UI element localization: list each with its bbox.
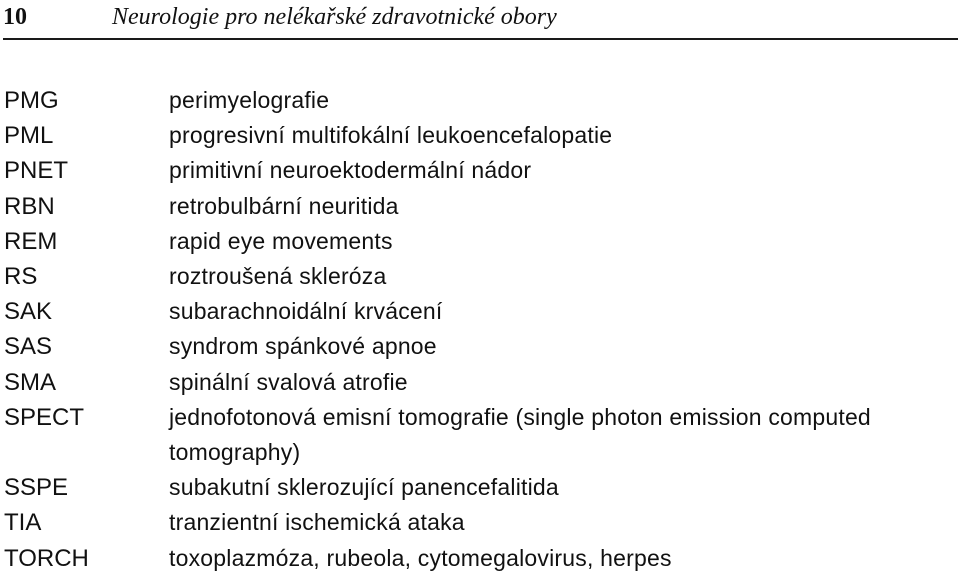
definition: subakutní sklerozující panencefalitida [169, 474, 559, 501]
abbreviation: SMA [4, 368, 57, 396]
definition: perimyelografie [169, 87, 330, 113]
definition: retrobulbární neuritida [169, 192, 399, 219]
list-item [4, 294, 954, 329]
page-number: 10 [3, 4, 27, 30]
definition: syndrom spánkové apnoe [169, 333, 437, 360]
definition: spinální svalová atrofie [169, 368, 408, 395]
definition: subarachnoidální krvácení [169, 298, 443, 325]
list-item [4, 541, 954, 576]
abbreviation: PML [4, 122, 54, 150]
definition: rapid eye movements [169, 227, 393, 254]
abbreviation: PMG [4, 87, 59, 114]
list-item [4, 505, 954, 540]
abbreviation: SPECT [4, 403, 85, 431]
abbreviation: REM [4, 227, 58, 255]
list-item [4, 400, 954, 470]
abbreviation-list [4, 83, 954, 576]
list-item [4, 83, 954, 118]
abbreviation: RS [4, 263, 38, 291]
list-item [4, 224, 954, 259]
abbreviation: SSPE [4, 474, 69, 502]
definition: progresivní multifokální leukoencefalopatie [169, 122, 613, 149]
list-item [4, 259, 954, 294]
abbreviation: TIA [4, 509, 42, 537]
definition: roztroušená skleróza [169, 263, 387, 290]
definition: primitivní neuroektodermální nádor [169, 157, 532, 184]
abbreviation: SAK [4, 298, 53, 326]
definition: jednofotonová emisní tomografie (single photon emission computed tomography) [169, 403, 871, 466]
list-item [4, 329, 954, 364]
list-item [4, 189, 954, 224]
definition: tranzientní ischemická ataka [169, 509, 465, 536]
list-item [4, 153, 954, 188]
abbreviation: PNET [4, 157, 69, 185]
list-item [4, 365, 954, 400]
abbreviation: RBN [4, 192, 55, 220]
definition: toxoplazmóza, rubeola, cytomegalovirus, herpes [169, 544, 672, 571]
abbreviation: TORCH [4, 544, 89, 572]
page-header [3, 2, 958, 40]
running-title: Neurologie pro nelékařské zdravotnické obory [112, 4, 557, 30]
abbreviation: SAS [4, 333, 53, 361]
list-item [4, 118, 954, 153]
list-item [4, 470, 954, 505]
